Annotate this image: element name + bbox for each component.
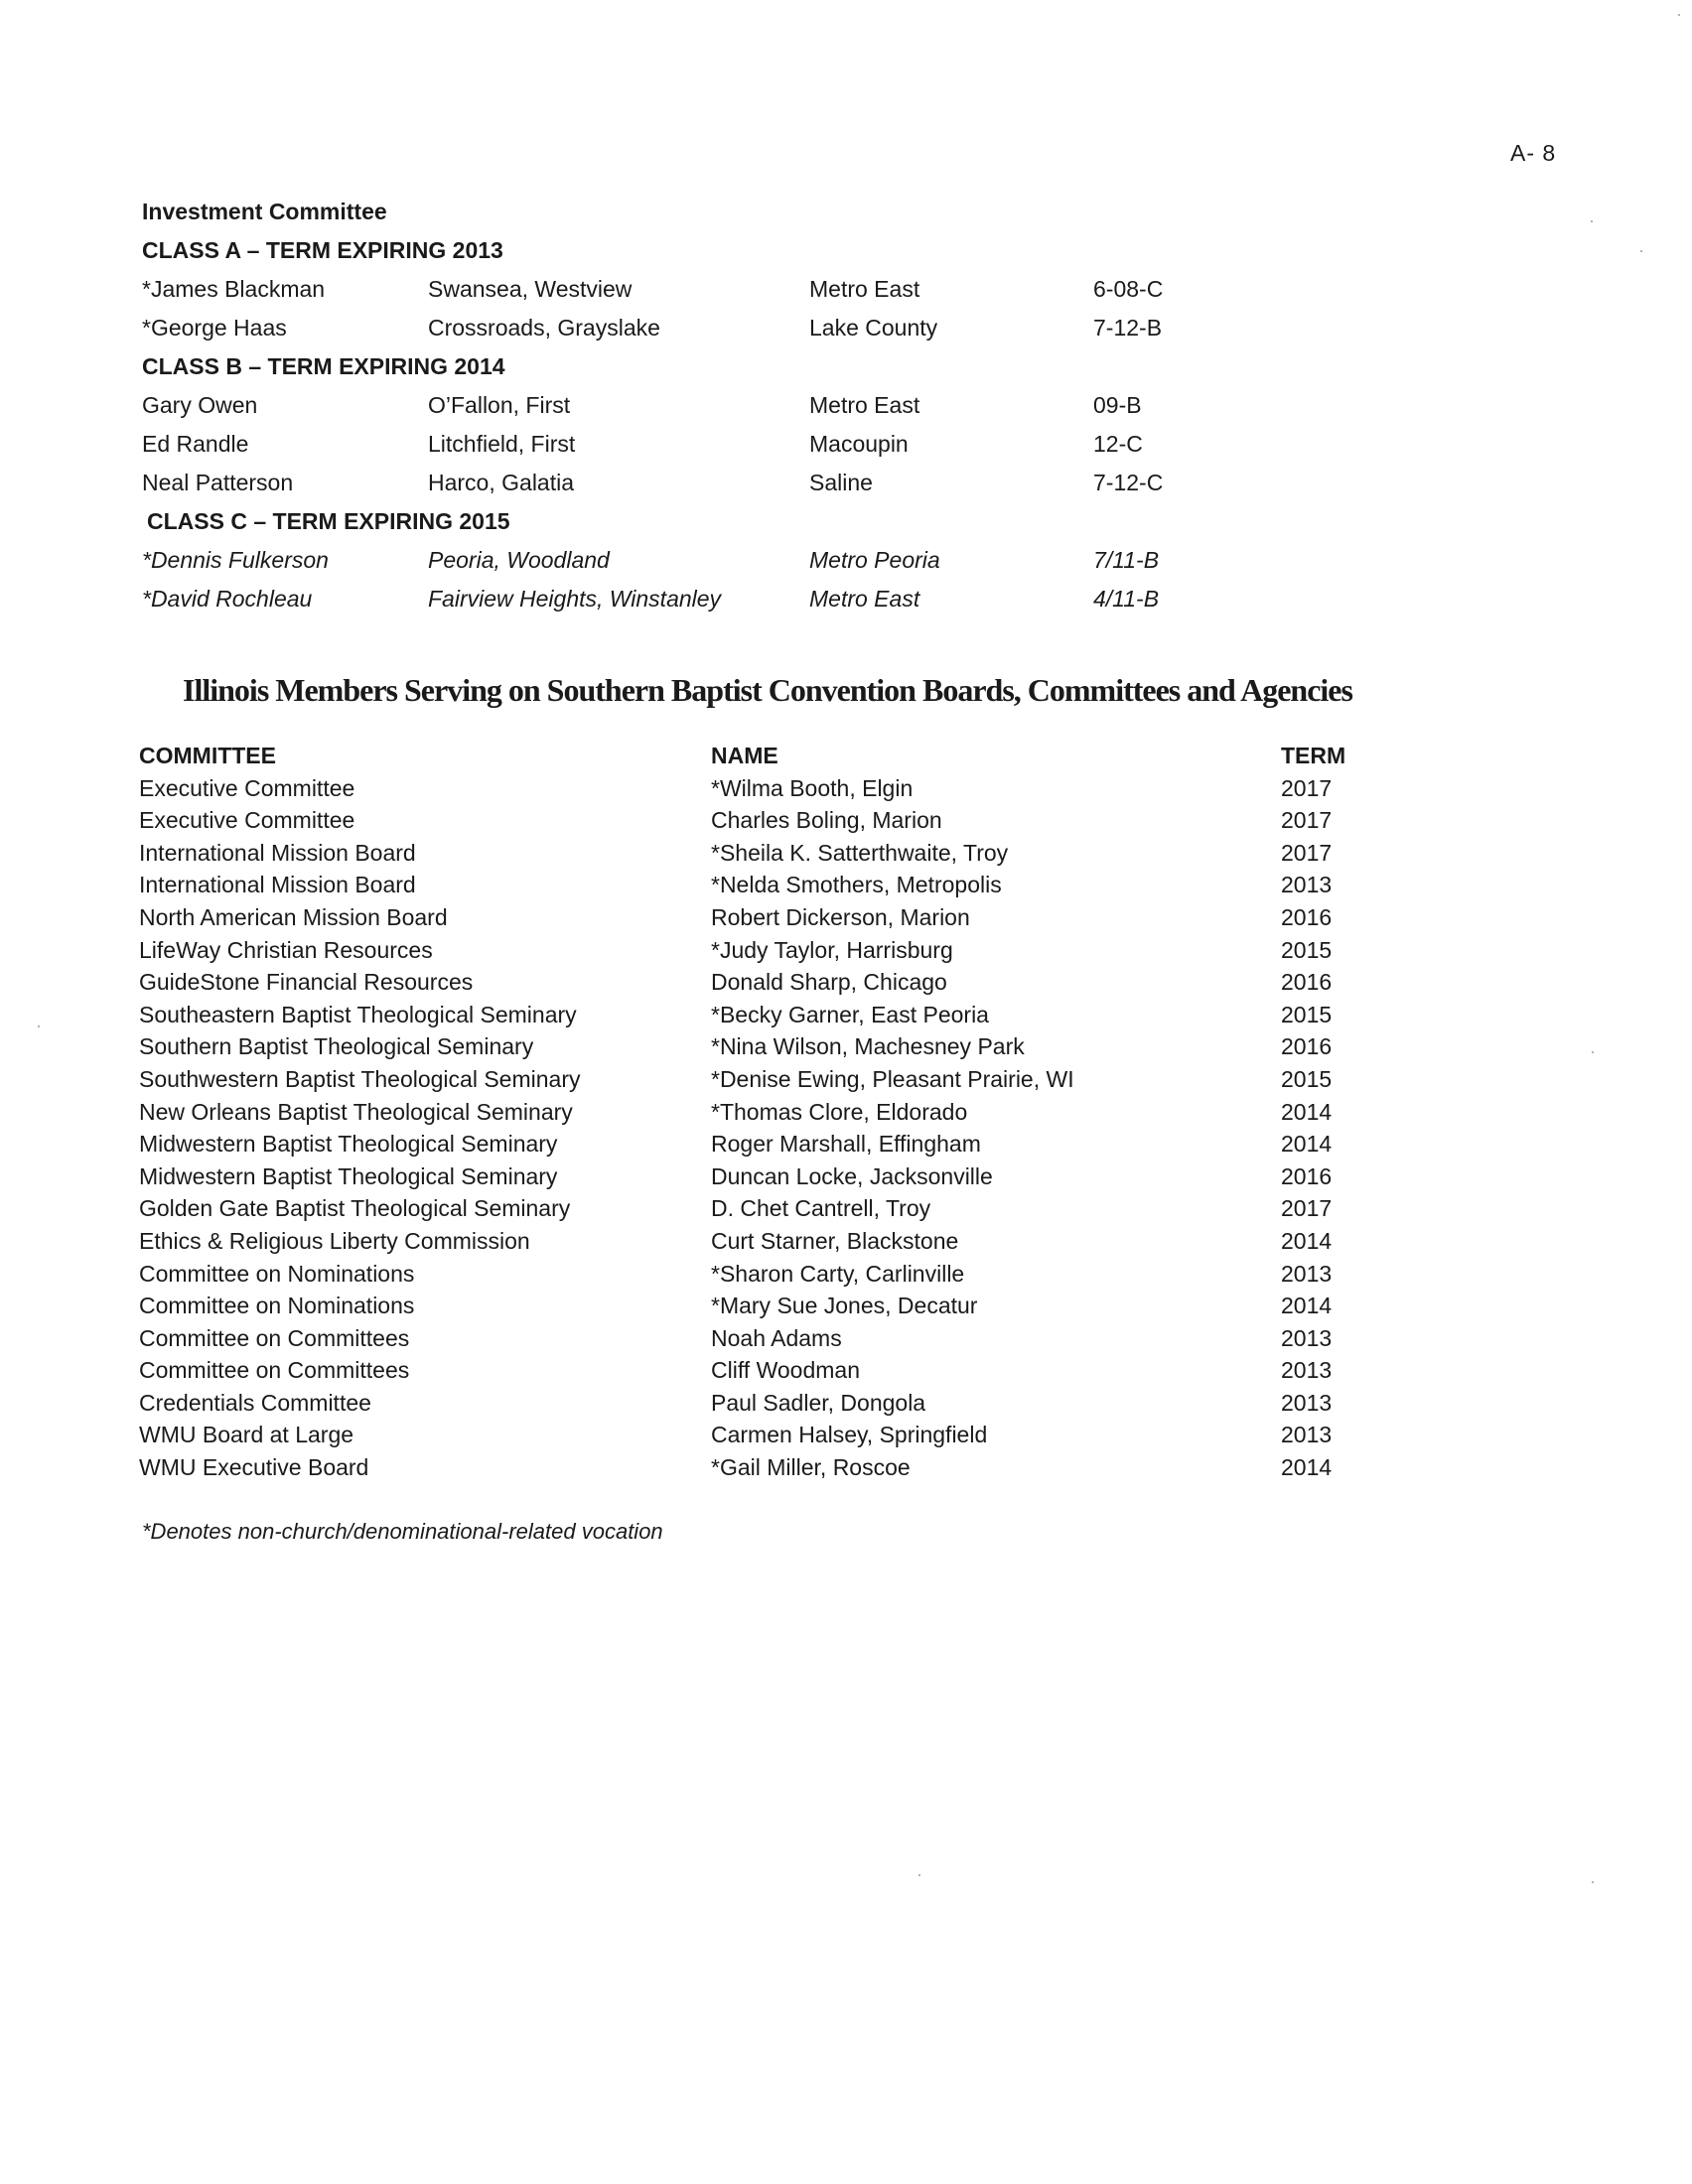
committee-cell: New Orleans Baptist Theological Seminary: [139, 1098, 573, 1125]
committee-cell: WMU Executive Board: [139, 1454, 369, 1481]
committee-cell: Executive Committee: [139, 774, 355, 801]
committee-cell: GuideStone Financial Resources: [139, 969, 474, 996]
committee-cell: North American Mission Board: [139, 903, 448, 930]
member-code: 7-12-B: [1093, 315, 1163, 341]
member-church: Peoria, Woodland: [428, 547, 610, 573]
member-code: 6-08-C: [1093, 276, 1164, 302]
class-c-heading: CLASS C – TERM EXPIRING 2015: [147, 508, 510, 534]
member-code: 7-12-C: [1093, 470, 1164, 495]
member-name: *David Rochleau: [142, 586, 313, 612]
member-association: Macoupin: [809, 431, 909, 457]
committee-cell: Credentials Committee: [139, 1389, 371, 1416]
member-association: Metro East: [809, 586, 920, 612]
name-cell: Noah Adams: [711, 1324, 842, 1351]
name-cell: *Judy Taylor, Harrisburg: [711, 936, 953, 963]
member-association: Metro East: [809, 276, 920, 302]
committee-cell: Committee on Nominations: [139, 1260, 415, 1287]
term-cell: 2013: [1281, 1389, 1333, 1416]
scan-speck: [1591, 220, 1593, 222]
committee-cell: Midwestern Baptist Theological Seminary: [139, 1162, 558, 1189]
investment-committee-heading: Investment Committee: [142, 199, 387, 224]
committee-cell: Committee on Committees: [139, 1324, 410, 1351]
investment-committee-section: [142, 195, 1164, 620]
name-cell: Donald Sharp, Chicago: [711, 969, 947, 996]
name-cell: *Becky Garner, East Peoria: [711, 1001, 989, 1027]
member-row: [142, 427, 1143, 466]
name-cell: *Thomas Clore, Eldorado: [711, 1098, 968, 1125]
sbc-section-title: Illinois Members Serving on Southern Baptist Convention Boards, Committees and Agencies: [183, 672, 1352, 708]
member-association: Lake County: [809, 315, 938, 341]
member-name: Neal Patterson: [142, 470, 294, 495]
member-church: Swansea, Westview: [428, 276, 633, 302]
name-cell: Duncan Locke, Jacksonville: [711, 1162, 993, 1189]
member-name: *George Haas: [142, 315, 287, 341]
committee-cell: International Mission Board: [139, 839, 416, 866]
term-cell: 2014: [1281, 1131, 1333, 1158]
name-cell: Curt Starner, Blackstone: [711, 1227, 959, 1254]
member-name: *Dennis Fulkerson: [142, 547, 329, 573]
committee-cell: International Mission Board: [139, 872, 416, 898]
member-code: 09-B: [1093, 392, 1142, 418]
column-header-term: TERM: [1281, 743, 1346, 768]
scan-speck: [1592, 1881, 1594, 1883]
term-cell: 2017: [1281, 1195, 1333, 1222]
term-cell: 2013: [1281, 872, 1333, 898]
name-cell: *Denise Ewing, Pleasant Prairie, WI: [711, 1065, 1074, 1092]
name-cell: *Nelda Smothers, Metropolis: [711, 872, 1002, 898]
committee-cell: Executive Committee: [139, 807, 355, 834]
committee-cell: WMU Board at Large: [139, 1422, 354, 1448]
member-association: Metro East: [809, 392, 920, 418]
column-header-name: NAME: [711, 743, 778, 768]
term-cell: 2017: [1281, 839, 1333, 866]
name-cell: Paul Sadler, Dongola: [711, 1389, 926, 1416]
term-cell: 2015: [1281, 1001, 1333, 1027]
member-code: 12-C: [1093, 431, 1143, 457]
term-cell: 2013: [1281, 1422, 1333, 1448]
name-cell: *Gail Miller, Roscoe: [711, 1454, 911, 1481]
name-cell: *Sharon Carty, Carlinville: [711, 1260, 965, 1287]
term-cell: 2015: [1281, 1065, 1333, 1092]
member-name: Ed Randle: [142, 431, 249, 457]
term-cell: 2016: [1281, 1033, 1333, 1060]
committee-cell: Golden Gate Baptist Theological Seminary: [139, 1195, 571, 1222]
committee-cell: Ethics & Religious Liberty Commission: [139, 1227, 530, 1254]
member-row: [142, 582, 1160, 620]
class-a-heading: CLASS A – TERM EXPIRING 2013: [142, 237, 503, 263]
member-association: Metro Peoria: [809, 547, 940, 573]
term-cell: 2014: [1281, 1227, 1333, 1254]
class-b-heading: CLASS B – TERM EXPIRING 2014: [142, 353, 505, 379]
name-cell: *Mary Sue Jones, Decatur: [711, 1293, 978, 1319]
member-church: Litchfield, First: [428, 431, 576, 457]
member-row: [142, 388, 1142, 427]
term-cell: 2014: [1281, 1293, 1333, 1319]
committee-cell: Southeastern Baptist Theological Seminary: [139, 1001, 577, 1027]
member-code: 7/11-B: [1093, 547, 1160, 573]
page-number: A- 8: [1510, 140, 1557, 166]
name-cell: *Wilma Booth, Elgin: [711, 774, 914, 801]
scan-speck: [1640, 250, 1642, 252]
term-cell: 2013: [1281, 1260, 1333, 1287]
member-church: Crossroads, Grayslake: [428, 315, 660, 341]
scan-speck: [918, 1874, 920, 1876]
committee-cell: Southwestern Baptist Theological Seminary: [139, 1065, 581, 1092]
committee-cell: LifeWay Christian Resources: [139, 936, 433, 963]
member-row: [142, 543, 1160, 582]
term-cell: 2016: [1281, 903, 1333, 930]
term-cell: 2017: [1281, 774, 1333, 801]
member-name: Gary Owen: [142, 392, 258, 418]
term-cell: 2016: [1281, 969, 1333, 996]
term-cell: 2013: [1281, 1357, 1333, 1384]
name-cell: Charles Boling, Marion: [711, 807, 942, 834]
member-name: *James Blackman: [142, 276, 326, 302]
term-cell: 2014: [1281, 1098, 1333, 1125]
scan-speck: [1592, 1051, 1594, 1053]
term-cell: 2016: [1281, 1162, 1333, 1189]
scan-speck: [1678, 14, 1680, 16]
term-cell: 2013: [1281, 1324, 1333, 1351]
member-church: O’Fallon, First: [428, 392, 571, 418]
committee-cell: Midwestern Baptist Theological Seminary: [139, 1131, 558, 1158]
member-code: 4/11-B: [1093, 586, 1160, 612]
term-cell: 2015: [1281, 936, 1333, 963]
member-association: Saline: [809, 470, 873, 495]
committee-cell: Committee on Nominations: [139, 1293, 415, 1319]
name-cell: D. Chet Cantrell, Troy: [711, 1195, 931, 1222]
name-cell: *Nina Wilson, Machesney Park: [711, 1033, 1025, 1060]
term-cell: 2017: [1281, 807, 1333, 834]
name-cell: Roger Marshall, Effingham: [711, 1131, 981, 1158]
footnote: *Denotes non-church/denominational-related vocation: [142, 1519, 663, 1544]
scan-speck: [38, 1025, 40, 1027]
committee-cell: Southern Baptist Theological Seminary: [139, 1033, 534, 1060]
column-header-committee: COMMITTEE: [139, 743, 276, 768]
name-cell: Carmen Halsey, Springfield: [711, 1422, 988, 1448]
member-church: Harco, Galatia: [428, 470, 575, 495]
member-church: Fairview Heights, Winstanley: [428, 586, 722, 612]
member-row: [142, 272, 1164, 311]
committee-cell: Committee on Committees: [139, 1357, 410, 1384]
member-row: [142, 311, 1163, 349]
member-row: [142, 466, 1164, 504]
name-cell: Cliff Woodman: [711, 1357, 860, 1384]
term-cell: 2014: [1281, 1454, 1333, 1481]
name-cell: *Sheila K. Satterthwaite, Troy: [711, 839, 1009, 866]
name-cell: Robert Dickerson, Marion: [711, 903, 970, 930]
